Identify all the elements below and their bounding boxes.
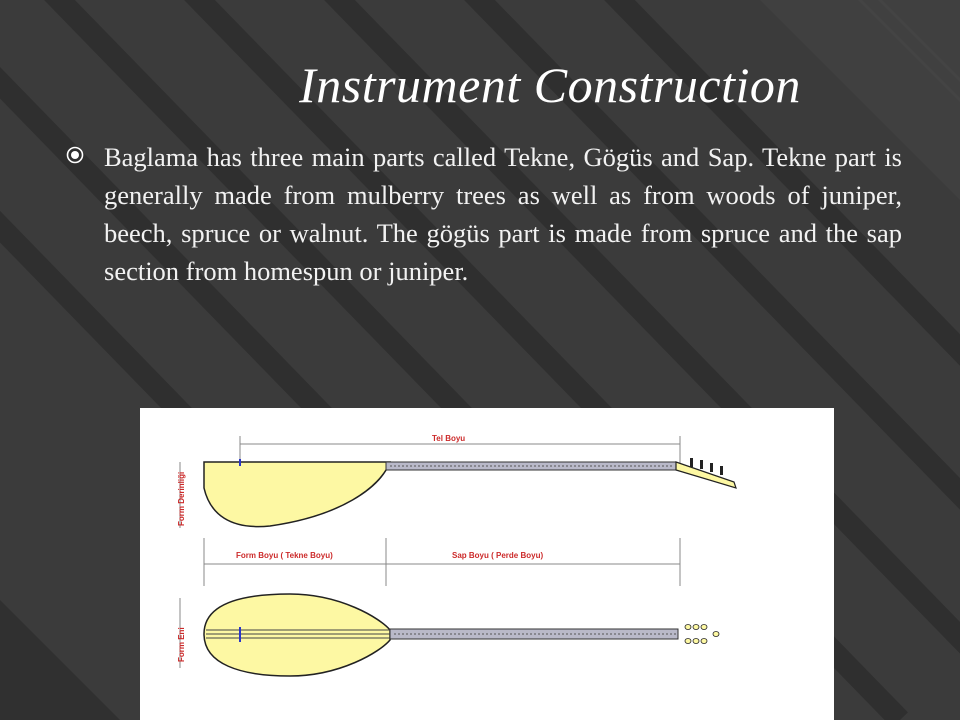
string-length-label: Tel Boyu bbox=[432, 434, 466, 443]
body-depth-label: Form Derinliği bbox=[177, 471, 186, 526]
side-view-body bbox=[204, 462, 390, 527]
circled-dot-bullet-icon bbox=[66, 146, 84, 164]
neck-length-label: Sap Boyu ( Perde Boyu) bbox=[452, 551, 544, 560]
top-view-body bbox=[204, 594, 390, 676]
body-width-label: Form Eni bbox=[177, 627, 186, 662]
slide-title: Instrument Construction bbox=[299, 57, 801, 113]
baglama-diagram-svg bbox=[140, 408, 834, 720]
top-view-tuning-pegs bbox=[685, 625, 719, 644]
bullet-item bbox=[66, 138, 902, 290]
side-view-pegbox bbox=[676, 462, 736, 488]
body-length-label: Form Boyu ( Tekne Boyu) bbox=[236, 551, 333, 560]
baglama-diagram bbox=[140, 408, 834, 720]
bullet-text: Baglama has three main parts called Tekne, Gögüs and Sap. Tekne part is generally made from mulberry trees as well as from woods of juniper, beech, spruce or walnut. The gögüs part is made from spruce and the sap section from homespun or juniper. bbox=[104, 142, 902, 286]
